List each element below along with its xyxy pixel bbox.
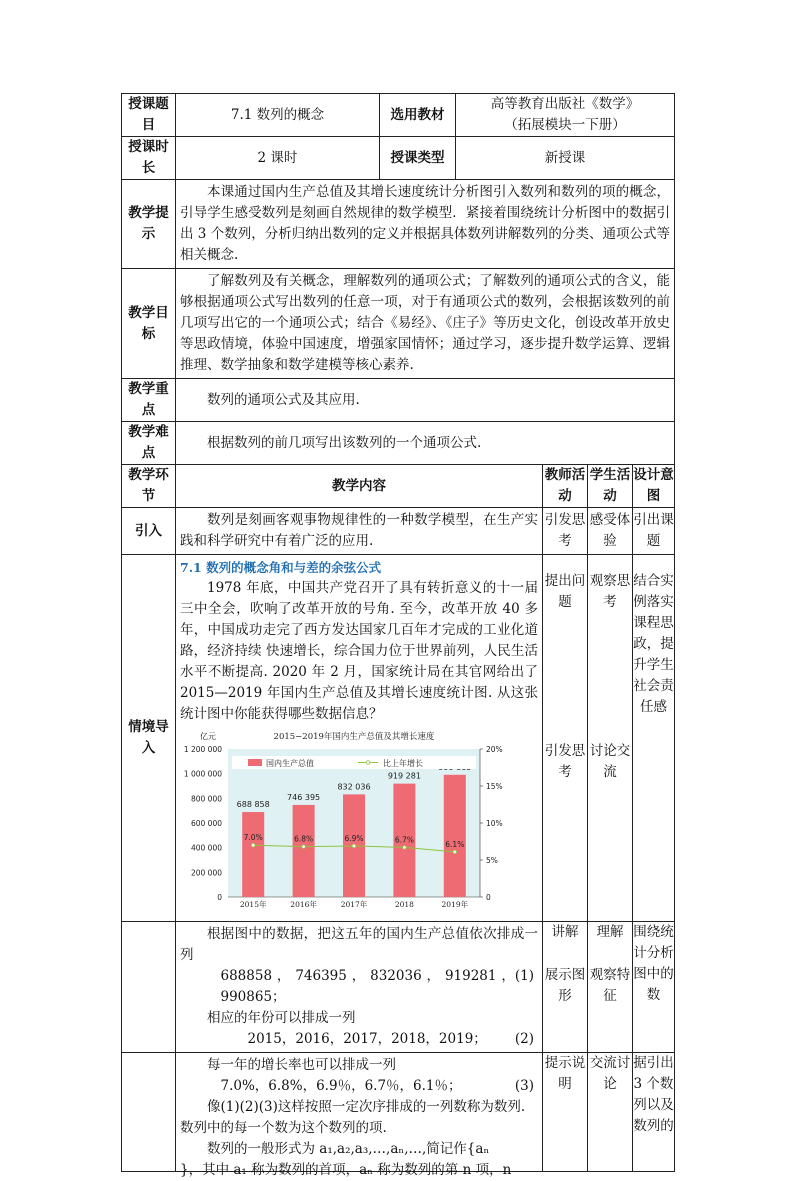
row-situation [122, 555, 675, 922]
gdp-chart [180, 729, 518, 914]
row-hard [122, 422, 675, 465]
y-tick-label: 1 200 000 [183, 745, 222, 754]
y-tick-label: 400 000 [190, 843, 222, 853]
sequence-3-number: (3) [514, 1078, 534, 1094]
situation-label: 情境导入 [122, 555, 176, 922]
situation-teacher-1: 提出问题 [544, 573, 586, 610]
row-definition [122, 1053, 675, 1172]
growth-label: 7.0% [243, 833, 263, 843]
hint-text: 本课通过国内生产总值及其增长速度统计分析图引入数列和数列的项的概念，引导学生感受数列是刻画自然规律的数学模型．紧接着围绕统计分析图中的数据引出 3 个数列，分析归纳出数列的定义并根据具体数列讲解数列的分类、通项公式等相关概念. [180, 184, 670, 263]
x-tick-label: 2018 [394, 900, 414, 909]
textbook-volume: （拓展模块一下册） [504, 117, 626, 133]
def-first-term: }，其中 a₁ 称为数列的首项，aₙ 称为数列的第 n 项，n [180, 1162, 512, 1178]
def-student: 交流讨论 [588, 1053, 633, 1172]
section-title: 7.1 数列的概念角和与差的余弦公式 [180, 560, 382, 575]
growth-label: 6.8% [294, 834, 314, 844]
def-design: 据引出 3 个数列以及数列的 [633, 1055, 674, 1134]
sequence-2: 2015，2016，2017，2018，2019； [247, 1031, 487, 1047]
x-tick-label: 2019年 [441, 900, 469, 909]
def-term-line: 数列中的每一个数为这个数列的项. [180, 1120, 387, 1136]
intro-design: 引出课题 [633, 508, 675, 555]
gdp-bar [444, 775, 466, 897]
chart-title: 2015−2019年国内生产总值及其增长速度 [273, 732, 435, 742]
seq-intro-line: 根据图中的数据，把这五年的国内生产总值依次排成一列 [180, 926, 538, 963]
situation-text: 1978 年底，中国共产党召开了具有转折意义的十一届三中全会，吹响了改革开放的号角. 至今，改革开放 40 多年，中国成功走完了西方发达国家几百年才完成的工业化道路，经济持续 快速增长，综合国力位于世界前列，人民生活水平不断提高. 2020 年 2 月，国家统计局在其官网给出了 2015—2019 年国内生产总值及其增长速度统计图. 从这张统计图中你能获得哪些数据信息？ [180, 580, 538, 722]
textbook-label: 选用教材 [380, 94, 456, 137]
x-tick-label: 2017年 [340, 900, 368, 909]
growth-label: 6.1% [445, 839, 465, 849]
situation-teacher-2: 引发思考 [544, 743, 586, 780]
seq-years-line: 相应的年份可以排成一列 [207, 1010, 356, 1026]
goal-label: 教学目标 [122, 269, 176, 379]
growth-point [352, 844, 356, 848]
header-teacher: 教师活动 [543, 465, 588, 508]
sequence-1-number: (1) [514, 968, 534, 984]
hard-label: 教学难点 [122, 422, 176, 465]
topic-label: 授课题目 [122, 94, 176, 137]
legend-gdp-label: 国内生产总值 [266, 759, 314, 768]
row-hint [122, 180, 675, 269]
y2-tick-label: 10% [486, 819, 503, 828]
sequence-2-number: (2) [514, 1031, 534, 1047]
y2-tick-label: 0 [486, 893, 491, 902]
def-rate-line: 每一年的增长率也可以排成一列 [207, 1057, 396, 1073]
hours-value: 2 课时 [176, 137, 380, 180]
y-tick-label: 200 000 [190, 868, 222, 878]
gdp-bar [293, 805, 315, 897]
hours-label: 授课时长 [122, 137, 176, 180]
legend-gdp-swatch [248, 759, 262, 766]
intro-student: 感受体验 [588, 508, 633, 555]
type-value: 新授课 [456, 137, 675, 180]
row-sequences [122, 922, 675, 1053]
legend-growth-label: 比上年增长 [383, 759, 423, 768]
growth-point [453, 850, 457, 854]
def-sequence-line: 像(1)(2)(3)这样按照一定次序排成的一列数称为数列. [207, 1099, 526, 1115]
y-tick-label: 1 000 000 [183, 769, 222, 779]
y2-tick-label: 15% [486, 782, 503, 791]
topic-value: 7.1 数列的概念 [176, 94, 380, 137]
legend-growth-marker [366, 761, 370, 765]
situation-student-2: 讨论交流 [589, 743, 631, 780]
y-tick-label: 0 [217, 893, 222, 902]
header-stage: 教学环节 [122, 465, 176, 508]
lesson-plan-table [121, 93, 675, 1178]
situation-student-1: 观察思考 [589, 573, 631, 610]
situation-design: 结合实例落实课程思政，提升学生社会责任感 [633, 555, 675, 922]
row-goal [122, 269, 675, 379]
intro-label: 引入 [122, 508, 176, 555]
row-hours [122, 137, 675, 180]
intro-text: 数列是刻画客观事物规律性的一种数学模型，在生产实践和科学研究中有着广泛的应用. [180, 512, 538, 549]
sequence-1: 688858，746395，832036，919281，990865； [220, 968, 515, 1005]
intro-teacher: 引发思考 [543, 508, 588, 555]
gdp-bar-label: 832 036 [337, 782, 371, 792]
row-key [122, 379, 675, 422]
header-design: 设计意图 [633, 465, 675, 508]
seq-teacher-2: 展示图形 [544, 967, 586, 1004]
textbook-name: 高等教育出版社《数学》 [490, 96, 640, 112]
y-axis-unit: 亿元 [200, 732, 216, 741]
goal-text: 了解数列及有关概念，理解数列的通项公式；了解数列的通项公式的含义，能够根据通项公式写出数列的任意一项，对于有通项公式的数列，会根据该数列的前几项写出它的一个通项公式；结合《易经》、《庄子》等历史文化，创设改革开放史等思政情境，体验中国速度，增强家国情怀；通过学习，逐步提升数学运算、逻辑推理、数学抽象和数学建模等核心素养. [180, 273, 670, 373]
y2-tick-label: 5% [486, 856, 498, 865]
hard-text: 根据数列的前几项写出该数列的一个通项公式. [207, 434, 482, 451]
textbook-value [456, 94, 675, 137]
y2-tick-label: 20% [486, 745, 503, 754]
row-header [122, 465, 675, 508]
y-tick-label: 800 000 [190, 794, 222, 804]
hint-label: 教学提示 [122, 180, 176, 269]
sequence-3: 7.0%，6.8%，6.9％，6.7％，6.1％； [220, 1078, 462, 1094]
x-tick-label: 2016年 [290, 900, 317, 909]
gdp-bar [242, 812, 264, 897]
header-content: 教学内容 [176, 465, 543, 508]
seq-student-2: 观察特征 [589, 967, 631, 1004]
gdp-bar-label: 746 395 [287, 792, 321, 802]
key-label: 教学重点 [122, 379, 176, 422]
def-teacher: 提示说明 [543, 1053, 588, 1172]
gdp-bar-label: 919 281 [387, 771, 421, 781]
growth-point [302, 845, 306, 849]
type-label: 授课类型 [380, 137, 456, 180]
gdp-bar-label: 688 858 [236, 800, 270, 810]
x-tick-label: 2015年 [239, 900, 267, 909]
row-intro [122, 508, 675, 555]
seq-student-1: 理解 [596, 924, 624, 940]
growth-point [251, 843, 255, 847]
growth-label: 6.9% [344, 833, 364, 843]
growth-point [403, 846, 407, 850]
def-general-form: 数列的一般形式为 a₁,a₂,a₃,…,aₙ,…,简记作{aₙ [207, 1141, 490, 1157]
y-tick-label: 600 000 [190, 819, 222, 828]
seq-design: 围绕统计分析图中的数 [633, 922, 675, 1053]
header-student: 学生活动 [588, 465, 633, 508]
key-text: 数列的通项公式及其应用. [207, 391, 360, 408]
row-topic [122, 94, 675, 137]
growth-label: 6.7% [394, 835, 414, 845]
seq-teacher-1: 讲解 [551, 924, 579, 940]
